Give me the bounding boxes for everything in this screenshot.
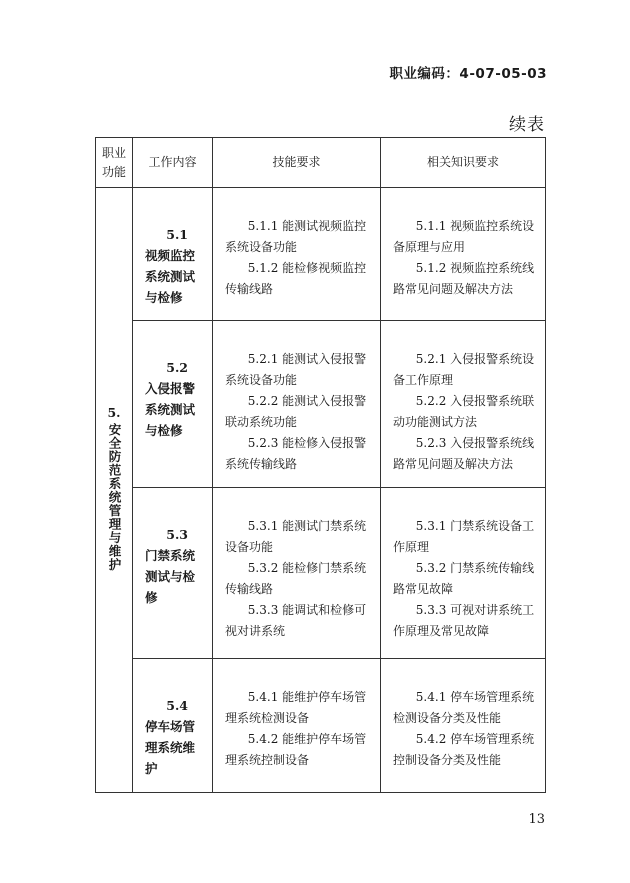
knowledge-item: 5.4.1 停车场管理系统检测设备分类及性能 [393,690,535,725]
function-cell [96,188,133,793]
table-row [96,659,546,793]
page-number: 13 [528,812,545,827]
table-row [96,188,546,321]
skill-item: 5.4.1 能维护停车场管理系统检测设备 [225,690,367,725]
work-text: 5.1 视频监控系统测试与检修 [145,227,196,305]
skill-item: 5.3.2 能检修门禁系统传输线路 [225,561,367,596]
skills-cell [213,659,381,793]
header-work: 工作内容 [133,138,213,188]
skill-item: 5.2.3 能检修入侵报警系统传输线路 [225,436,367,471]
knowledge-item: 5.2.3 入侵报警系统线路常见问题及解决方法 [393,436,535,471]
table-row [96,321,546,488]
work-text: 5.2 入侵报警系统测试与检修 [145,360,196,438]
skill-item: 5.1.2 能检修视频监控传输线路 [225,261,367,296]
work-cell [133,488,213,659]
work-text: 5.4 停车场管理系统维护 [145,698,196,776]
knowledge-cell [381,659,546,793]
knowledge-cell [381,488,546,659]
knowledge-item: 5.2.1 入侵报警系统设备工作原理 [393,352,535,387]
function-number: 5. [107,404,121,420]
knowledge-item: 5.2.2 入侵报警系统联动功能测试方法 [393,394,535,429]
knowledge-item: 5.3.2 门禁系统传输线路常见故障 [393,561,535,596]
work-text: 5.3 门禁系统测试与检修 [145,527,196,605]
knowledge-item: 5.3.3 可视对讲系统工作原理及常见故障 [393,603,535,638]
continued-label: 续表 [509,115,545,135]
knowledge-item: 5.4.2 停车场管理系统控制设备分类及性能 [393,732,535,767]
skill-item: 5.2.1 能测试入侵报警系统设备功能 [225,352,367,387]
work-cell [133,659,213,793]
skills-cell [213,488,381,659]
knowledge-item: 5.3.1 门禁系统设备工作原理 [393,519,535,554]
header-knowledge: 相关知识要求 [381,138,546,188]
skill-item: 5.4.2 能维护停车场管理系统控制设备 [225,732,367,767]
skill-item: 5.1.1 能测试视频监控系统设备功能 [225,219,367,254]
occupation-code: 职业编码：4-07-05-03 [389,66,547,82]
knowledge-cell [381,188,546,321]
header-function-text: 职业 功能 [101,145,126,179]
knowledge-cell [381,321,546,488]
skills-table [95,137,546,793]
work-cell [133,321,213,488]
header-skills: 技能要求 [213,138,381,188]
skill-item: 5.3.1 能测试门禁系统设备功能 [225,519,367,554]
skills-cell [213,188,381,321]
knowledge-item: 5.1.2 视频监控系统线路常见问题及解决方法 [393,261,535,296]
skill-item: 5.3.3 能调试和检修可视对讲系统 [225,603,367,638]
skill-item: 5.2.2 能测试入侵报警联动系统功能 [225,394,367,429]
skills-cell [213,321,381,488]
function-name: 安全防范系统管理与维护 [107,422,122,572]
header-function [96,138,133,188]
knowledge-item: 5.1.1 视频监控系统设备原理与应用 [393,219,535,254]
table-header-row [96,138,546,188]
work-cell [133,188,213,321]
table-row [96,488,546,659]
